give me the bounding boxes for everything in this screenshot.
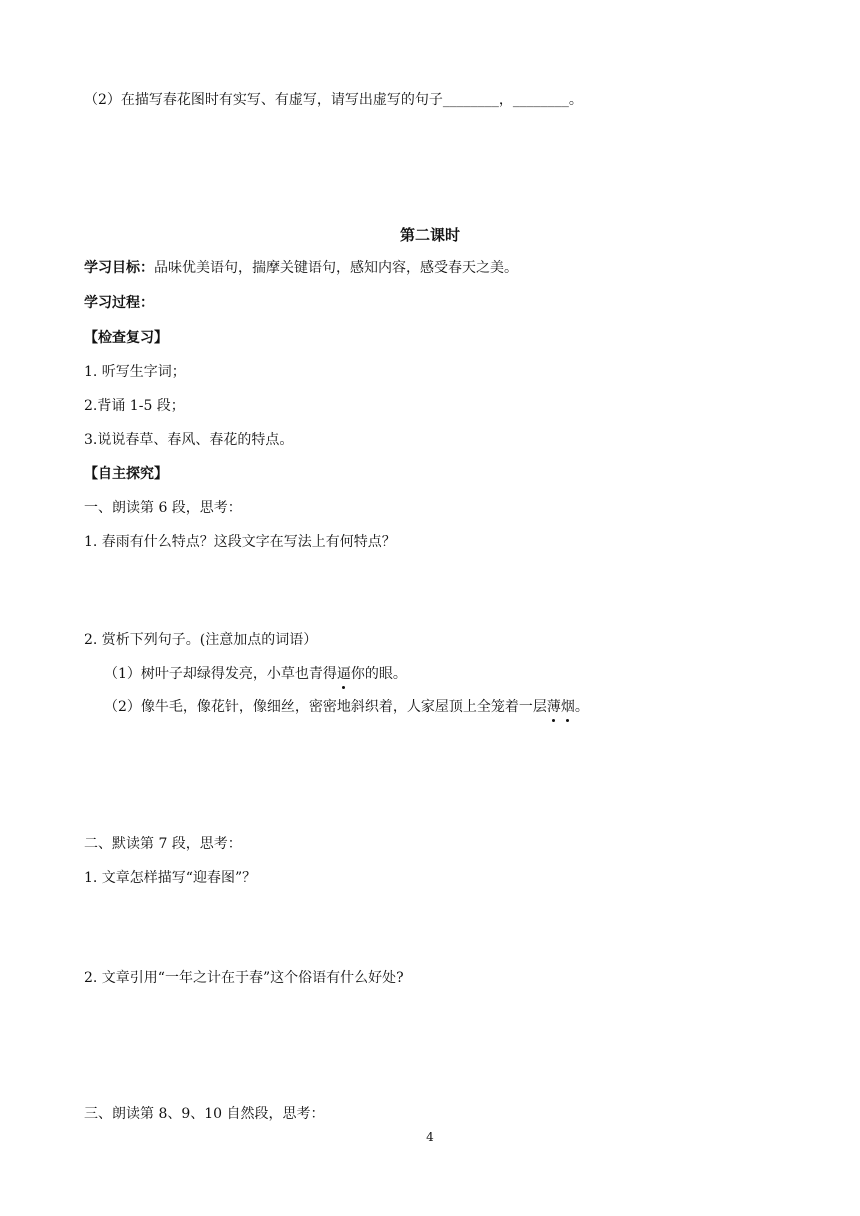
explore-heading: 【自主探究】: [84, 466, 168, 482]
learning-goal: [84, 258, 518, 278]
sentence-1-before: （1）树叶子却绿得发亮，小草也青得: [104, 666, 337, 682]
part1-question-1: 1. 春雨有什么特点？这段文字在写法上有何特点？: [84, 534, 396, 550]
review-heading: 【检查复习】: [84, 330, 168, 346]
learning-goal-text: 品味优美语句，揣摩关键语句，感知内容，感受春天之美。: [154, 260, 518, 276]
part3-heading: 三、朗读第 8、9、10 自然段，思考：: [84, 1106, 325, 1122]
part1-question-2: 2. 赏析下列句子。(注意加点的词语）: [84, 632, 318, 648]
process-label: 学习过程：: [84, 295, 154, 311]
review-item-3: 3.说说春草、春风、春花的特点。: [84, 432, 294, 448]
dotted-word-yan: 烟: [560, 699, 575, 715]
section-title: 第二课时: [399, 226, 460, 244]
sentence-1-after: 你的眼。: [350, 666, 407, 682]
question-2-prev: （2）在描写春花图时有实写、有虚写，请写出虚写的句子________，________。: [84, 92, 583, 108]
sentence-2: [104, 697, 589, 717]
learning-goal-label: 学习目标：: [84, 260, 154, 276]
part2-heading: 二、默读第 7 段，思考：: [84, 836, 242, 852]
review-item-2: 2.背诵 1-5 段；: [84, 398, 185, 414]
sentence-2-before: （2）像牛毛，像花针，像细丝，密密地斜织着，人家屋顶上全笼着一层: [104, 699, 547, 715]
dotted-word-bi: 逼: [336, 666, 351, 682]
part1-heading: 一、朗读第 6 段，思考：: [84, 500, 242, 516]
sentence-2-after: 。: [574, 699, 589, 715]
sentence-1: [104, 664, 407, 684]
part2-question-2: 2. 文章引用“一年之计在于春”这个俗语有什么好处?: [84, 970, 404, 986]
part2-question-1: 1. 文章怎样描写“迎春图”？: [84, 870, 257, 886]
dotted-word-bo: 薄: [546, 699, 561, 715]
page-number: 4: [426, 1130, 434, 1144]
review-item-1: 1. 听写生字词；: [84, 364, 186, 380]
